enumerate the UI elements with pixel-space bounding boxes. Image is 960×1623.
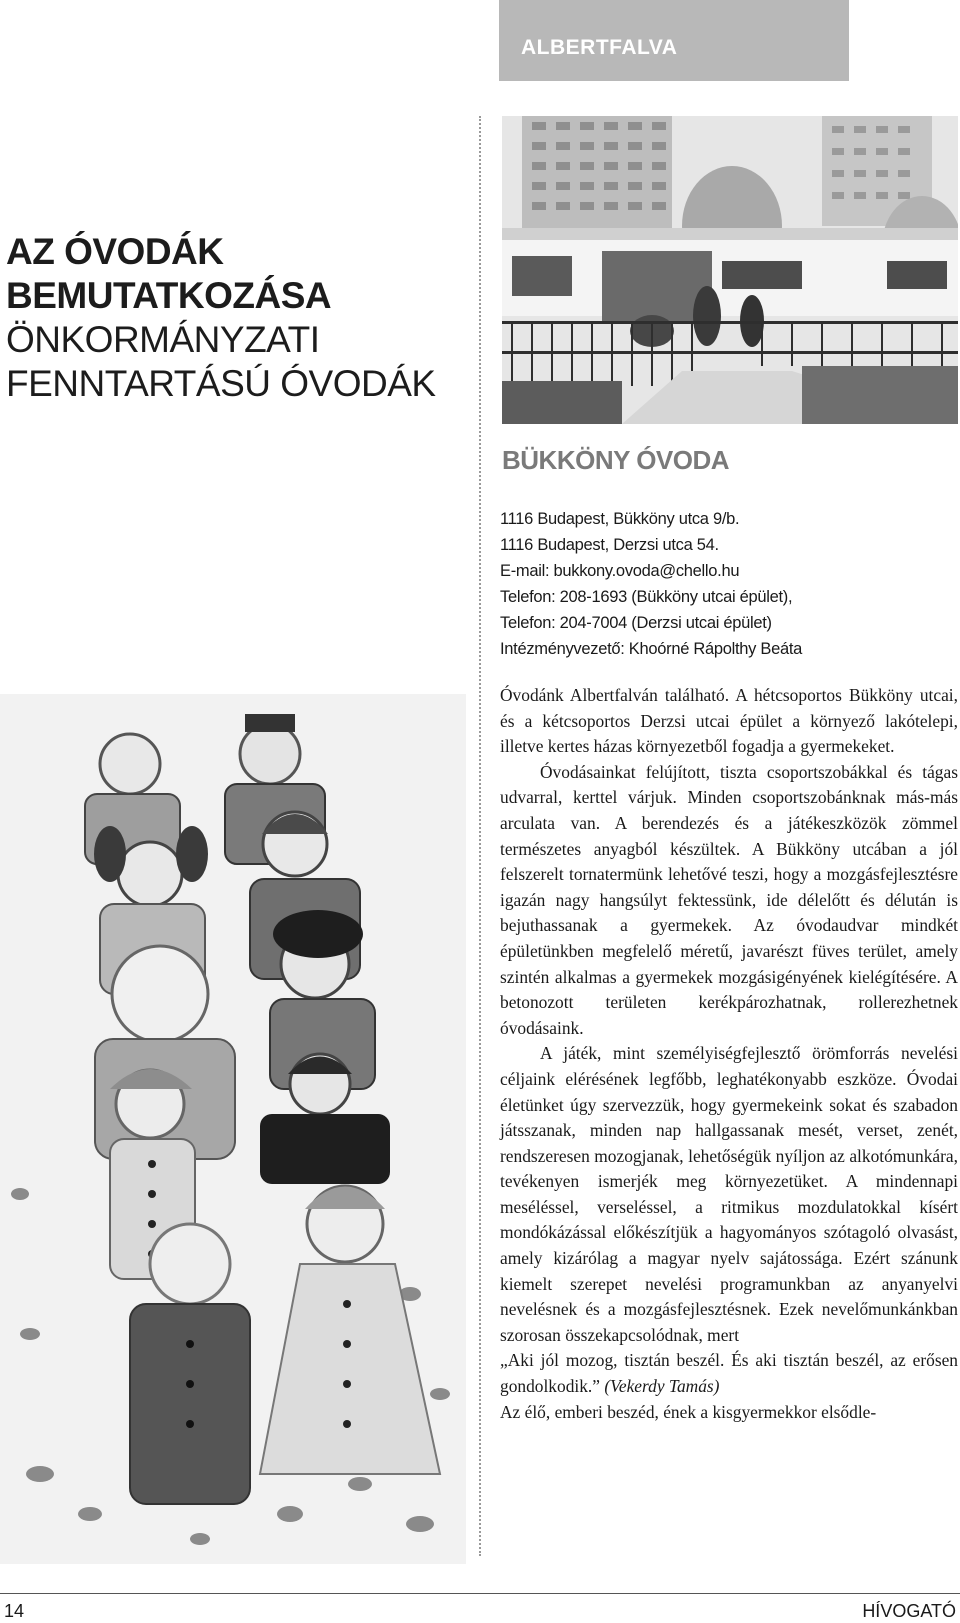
- column-divider: [479, 116, 481, 1556]
- title-line-4: FENNTARTÁSÚ ÓVODÁK: [6, 363, 436, 404]
- director: Intézményvezető: Khoórné Rápolthy Beáta: [500, 640, 802, 658]
- article-quote: [500, 1348, 958, 1399]
- section-tab: ALBERTFALVA: [499, 0, 849, 81]
- title-line-1: AZ ÓVODÁK: [6, 231, 224, 272]
- phone-2: Telefon: 204-7004 (Derzsi utcai épület): [500, 614, 772, 632]
- children-drawing-illustration: [0, 694, 466, 1564]
- address-1: 1116 Budapest, Bükköny utca 9/b.: [500, 510, 740, 528]
- article-body: [500, 683, 958, 1425]
- contact-block: [500, 506, 950, 662]
- kindergarten-name: BÜKKÖNY ÓVODA: [502, 445, 730, 475]
- phone-1: Telefon: 208-1693 (Bükköny utcai épület),: [500, 588, 793, 606]
- title-line-3: ÖNKORMÁNYZATI: [6, 319, 320, 360]
- title-line-2: BEMUTATKOZÁSA: [6, 275, 332, 316]
- article-paragraph-2: Óvodásainkat felújított, tiszta csoportszobákkal és tágas udvarral, kerttel várjuk. Minden csoportszobánknak más-más arculata van. A berendezés és a játékeszközök zömmel természetes anyagból készültek. A Bükköny utcában a jól felszerelt tornatermünk lehetővé teszi, hogy a mozgásfejlesztésre igazán nagy hangsúlyt fektessünk, ide délelőtt és délután is bejuthassanak a gyermekek. Az óvodaudvar mindkét épületünkben megfelelő méretű, javarészt füves terület, amely szintén alkalmas a gyermekek mozgásigényének kielégítésére. A betonozott területen kerékpározhatnak, rollerezhetnek óvodásaink.: [500, 761, 958, 1038]
- address-2: 1116 Budapest, Derzsi utca 54.: [500, 536, 719, 554]
- page-title: [6, 230, 466, 406]
- kindergarten-building-photo: [502, 116, 958, 424]
- footer-rule: [0, 1593, 960, 1594]
- article-paragraph-1: Óvodánk Albertfalván található. A hétcsoportos Bükköny utcai, és a kétcsoportos Derzsi utcai épület a környező lakótelepi, illetve kertes házas környezetből fogadja a gyermekeket.: [500, 685, 958, 757]
- quote-author: (Vekerdy Tamás): [604, 1376, 720, 1397]
- publication-name: HÍVOGATÓ: [862, 1601, 956, 1621]
- article-paragraph-4: Az élő, emberi beszéd, ének a kisgyermekkor elsődle-: [500, 1401, 877, 1422]
- article-paragraph-3: A játék, mint személyiségfejlesztő örömforrás nevelési céljaink elérésének legfőbb, leghatékonyabb eszköze. Óvodai életünket úgy szervezzük, hogy gyermekeink sokat és szabadon játsszanak, minden nap hallgassanak mesét, verset, zenét, rendszeresen mozogjanak, lehetőségük nyíljon az alkotómunkára, tevékenyen ismerjék meg környezetüket. A mindennapi meséléssel, verseléssel, a ritmikus mozdulatokkal kísért mondókázással előkészítjük a hagyományos szótagoló olvasást, amely kizárólag a magyar nyelv sajátossága. Ezért szánunk kiemelt szerepet nevelési programunkban az anyanyelvi nevelésnek és a mozgásfejlesztésnek. Ezek nevelőmunkánkban szorosan összekapcsolódnak, mert: [500, 1043, 958, 1345]
- page-number: 14: [4, 1601, 25, 1621]
- quote-text: „Aki jól mozog, tisztán beszél. És aki tisztán beszél, az erősen gondolkodik.”: [500, 1350, 958, 1397]
- email: E-mail: bukkony.ovoda@chello.hu: [500, 562, 740, 580]
